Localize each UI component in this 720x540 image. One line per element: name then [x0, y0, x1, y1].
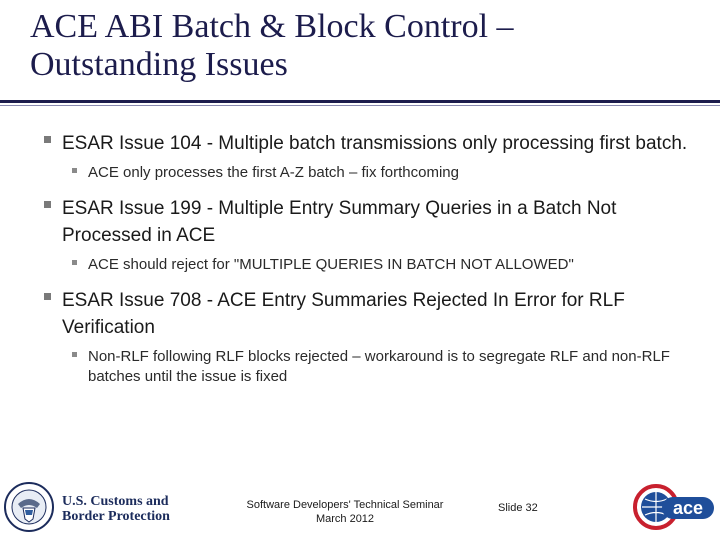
ace-logo-icon	[632, 480, 716, 534]
issue-item	[44, 195, 694, 275]
agency-name	[62, 494, 170, 524]
title-divider-thick	[0, 100, 720, 103]
agency-line-2: Border Protection	[62, 509, 170, 524]
sub-item	[62, 347, 694, 387]
square-bullet-icon	[72, 260, 77, 265]
issue-text: ESAR Issue 199 - Multiple Entry Summary Queries in a Batch Not Processed in ACE	[62, 198, 617, 246]
title-line-1: ACE ABI Batch & Block Control –	[30, 8, 514, 45]
dhs-seal-icon	[4, 482, 54, 532]
slide-number: Slide 32	[498, 502, 538, 514]
issue-item	[44, 287, 694, 387]
issue-item	[44, 130, 694, 183]
sub-item-text: ACE should reject for "MULTIPLE QUERIES IN BATCH NOT ALLOWED"	[88, 256, 574, 273]
sub-item-text: Non-RLF following RLF blocks rejected – workaround is to segregate RLF and non-RLF batches until the issue is fixed	[88, 348, 670, 385]
agency-line-1: U.S. Customs and	[62, 494, 169, 509]
seminar-date: March 2012	[315, 513, 375, 525]
issue-list	[44, 130, 694, 399]
seminar-name: Software Developers' Technical Seminar	[246, 499, 444, 511]
square-bullet-icon	[44, 201, 51, 208]
title-divider-thin	[0, 105, 720, 106]
slide-footer	[0, 470, 720, 540]
issue-text: ESAR Issue 104 - Multiple batch transmissions only processing first batch.	[62, 133, 688, 154]
square-bullet-icon	[72, 168, 77, 173]
seminar-caption	[240, 498, 450, 526]
ace-logo-text: ace	[672, 498, 704, 518]
sub-item	[62, 163, 694, 183]
issue-text: ESAR Issue 708 - ACE Entry Summaries Rejected In Error for RLF Verification	[62, 290, 625, 338]
sub-item-text: ACE only processes the first A-Z batch – fix forthcoming	[88, 164, 459, 181]
square-bullet-icon	[72, 352, 77, 357]
sub-item	[62, 255, 694, 275]
slide-title	[30, 8, 690, 84]
title-line-2: Outstanding Issues	[30, 46, 288, 83]
square-bullet-icon	[44, 293, 51, 300]
square-bullet-icon	[44, 136, 51, 143]
